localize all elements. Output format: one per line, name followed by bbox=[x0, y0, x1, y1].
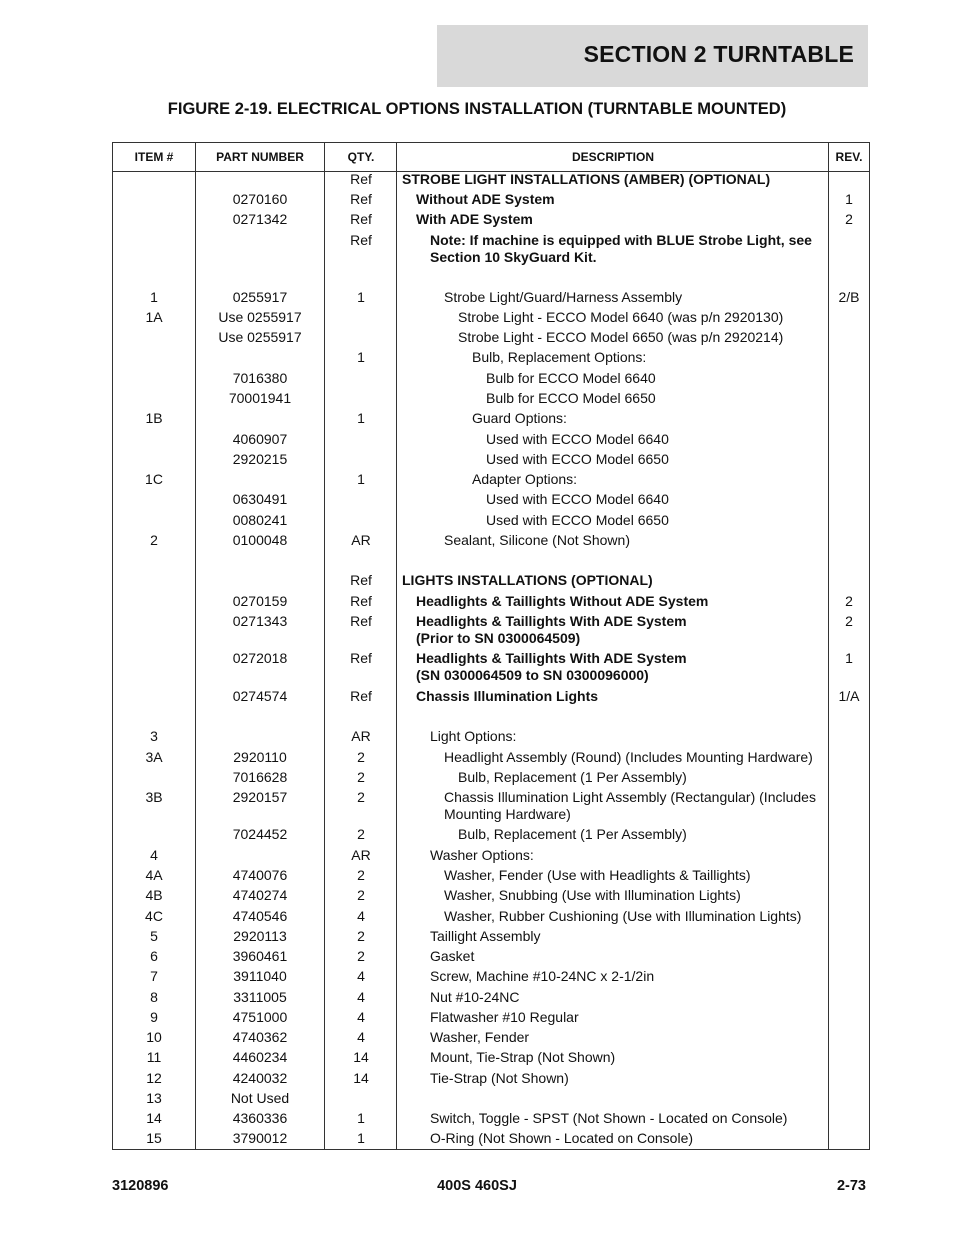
qty-cell: 2 bbox=[357, 789, 365, 805]
description-cell: Chassis Illumination Light Assembly (Rectangular) (Includes Mounting Hardware) bbox=[444, 789, 816, 822]
qty-cell: Ref bbox=[350, 191, 372, 207]
qty-cell: 14 bbox=[353, 1049, 369, 1065]
item-cell: 7 bbox=[150, 968, 158, 984]
qty-cell: 1 bbox=[357, 410, 365, 426]
qty-cell: Ref bbox=[350, 572, 372, 588]
header-description: DESCRIPTION bbox=[571, 150, 654, 164]
figure-title: FIGURE 2-19. ELECTRICAL OPTIONS INSTALLATION (TURNTABLE MOUNTED) bbox=[167, 100, 787, 118]
qty-cell: 2 bbox=[357, 948, 365, 964]
item-cell: 9 bbox=[150, 1009, 158, 1025]
part-number-cell: 3790012 bbox=[232, 1130, 288, 1146]
qty-cell: 4 bbox=[357, 968, 365, 984]
item-cell: 6 bbox=[150, 948, 158, 964]
rev-cell: 1 bbox=[845, 650, 853, 666]
qty-cell: 1 bbox=[357, 289, 365, 305]
description-cell: STROBE LIGHT INSTALLATIONS (AMBER) (OPTIONAL) bbox=[402, 171, 771, 187]
description-cell: Washer Options: bbox=[430, 847, 534, 863]
description-cell: Headlights & Taillights With ADE System (Prior to SN 0300064509) bbox=[416, 613, 687, 646]
part-number-cell: 7016628 bbox=[232, 769, 288, 785]
description-cell: Note: If machine is equipped with BLUE Strobe Light, see Section 10 SkyGuard Kit. bbox=[430, 232, 812, 265]
qty-cell: 4 bbox=[357, 1009, 365, 1025]
header-qty: QTY. bbox=[347, 150, 375, 164]
description-cell: Bulb, Replacement (1 Per Assembly) bbox=[458, 769, 687, 785]
item-cell: 12 bbox=[146, 1070, 162, 1086]
part-number-cell: 0255917 bbox=[232, 289, 288, 305]
description-cell: With ADE System bbox=[416, 211, 533, 227]
description-cell: Without ADE System bbox=[416, 191, 555, 207]
qty-cell: 4 bbox=[357, 908, 365, 924]
part-number-cell: 3311005 bbox=[233, 989, 287, 1005]
header-rev: REV. bbox=[835, 150, 863, 164]
item-cell: 10 bbox=[146, 1029, 162, 1045]
description-cell: Adapter Options: bbox=[472, 471, 578, 487]
description-cell: Used with ECCO Model 6650 bbox=[486, 451, 669, 467]
qty-cell: 2 bbox=[357, 749, 365, 765]
description-cell: Washer, Rubber Cushioning (Use with Illumination Lights) bbox=[444, 908, 802, 924]
item-cell: 13 bbox=[146, 1090, 162, 1106]
part-number-cell: Use 0255917 bbox=[218, 329, 302, 345]
part-number-cell: 3960461 bbox=[232, 948, 288, 964]
item-cell: 3A bbox=[145, 749, 163, 765]
qty-cell: Ref bbox=[350, 688, 372, 704]
qty-cell: 1 bbox=[357, 1130, 365, 1146]
qty-cell: 1 bbox=[357, 471, 365, 487]
header-part-number: PART NUMBER bbox=[216, 150, 304, 164]
description-cell: Bulb, Replacement (1 Per Assembly) bbox=[458, 826, 687, 842]
qty-cell: 2 bbox=[357, 928, 365, 944]
description-cell: Light Options: bbox=[430, 728, 517, 744]
rev-cell: 2 bbox=[845, 211, 853, 227]
description-cell: Strobe Light/Guard/Harness Assembly bbox=[444, 289, 683, 305]
item-cell: 15 bbox=[146, 1130, 162, 1146]
part-number-cell: 4740076 bbox=[232, 867, 288, 883]
part-number-cell: 4240032 bbox=[232, 1070, 288, 1086]
section-banner bbox=[437, 25, 868, 87]
qty-cell: AR bbox=[351, 728, 371, 744]
description-cell: Flatwasher #10 Regular bbox=[430, 1009, 579, 1025]
part-number-cell: 2920110 bbox=[233, 749, 287, 765]
qty-cell: 2 bbox=[357, 887, 365, 903]
description-cell: Screw, Machine #10-24NC x 2-1/2in bbox=[430, 968, 655, 984]
description-cell: Sealant, Silicone (Not Shown) bbox=[444, 532, 630, 548]
qty-cell: 14 bbox=[353, 1070, 369, 1086]
qty-cell: Ref bbox=[350, 232, 372, 248]
description-cell: Tie-Strap (Not Shown) bbox=[430, 1070, 569, 1086]
item-cell: 4A bbox=[145, 867, 163, 883]
section-title: SECTION 2 TURNTABLE bbox=[583, 41, 854, 67]
footer-page-number: 2-73 bbox=[836, 1178, 866, 1194]
item-cell: 4C bbox=[145, 908, 163, 924]
item-cell: 1B bbox=[145, 410, 163, 426]
part-number-cell: 0272018 bbox=[232, 650, 288, 666]
item-cell: 1A bbox=[145, 309, 163, 325]
qty-cell: Ref bbox=[350, 171, 372, 187]
description-cell: Chassis Illumination Lights bbox=[416, 688, 599, 704]
part-number-cell: 0270159 bbox=[232, 593, 288, 609]
description-cell: Bulb for ECCO Model 6650 bbox=[486, 390, 656, 406]
item-cell: 3 bbox=[150, 728, 158, 744]
part-number-cell: 4740362 bbox=[232, 1029, 288, 1045]
qty-cell: 2 bbox=[357, 826, 365, 842]
item-cell: 3B bbox=[145, 789, 163, 805]
qty-cell: Ref bbox=[350, 650, 372, 666]
part-number-cell: 0100048 bbox=[232, 532, 288, 548]
part-number-cell: 3911040 bbox=[233, 968, 287, 984]
description-cell: Headlights & Taillights With ADE System (SN 0300064509 to SN 0300096000) bbox=[416, 650, 687, 683]
part-number-cell: 2920157 bbox=[232, 789, 288, 805]
part-number-cell: 0274574 bbox=[232, 688, 288, 704]
description-cell: Gasket bbox=[430, 948, 475, 964]
rev-cell: 1/A bbox=[838, 688, 860, 704]
description-cell: Strobe Light - ECCO Model 6650 (was p/n 2920214) bbox=[458, 329, 784, 345]
description-cell: O-Ring (Not Shown - Located on Console) bbox=[430, 1130, 694, 1146]
description-cell: Used with ECCO Model 6650 bbox=[486, 512, 669, 528]
qty-cell: 4 bbox=[357, 1029, 365, 1045]
footer-model: 400S 460SJ bbox=[437, 1178, 517, 1194]
qty-cell: Ref bbox=[350, 613, 372, 629]
item-cell: 1C bbox=[145, 471, 163, 487]
description-cell: Headlight Assembly (Round) (Includes Mounting Hardware) bbox=[444, 749, 813, 765]
description-cell: Guard Options: bbox=[472, 410, 567, 426]
rev-cell: 2 bbox=[845, 593, 853, 609]
description-cell: Used with ECCO Model 6640 bbox=[486, 491, 669, 507]
description-cell: Mount, Tie-Strap (Not Shown) bbox=[430, 1049, 616, 1065]
qty-cell: Ref bbox=[350, 211, 372, 227]
description-cell: Washer, Snubbing (Use with Illumination Lights) bbox=[444, 887, 741, 903]
table-header bbox=[113, 143, 869, 172]
description-cell: Bulb, Replacement Options: bbox=[472, 349, 647, 365]
item-cell: 2 bbox=[150, 532, 158, 548]
rev-cell: 2 bbox=[845, 613, 853, 629]
part-number-cell: 0080241 bbox=[232, 512, 288, 528]
qty-cell: 1 bbox=[357, 349, 365, 365]
part-number-cell: 4060907 bbox=[232, 431, 288, 447]
description-cell: Used with ECCO Model 6640 bbox=[486, 431, 669, 447]
description-cell: Switch, Toggle - SPST (Not Shown - Located on Console) bbox=[430, 1110, 788, 1126]
item-cell: 8 bbox=[150, 989, 158, 1005]
description-cell: Washer, Fender (Use with Headlights & Taillights) bbox=[444, 867, 751, 883]
description-cell: LIGHTS INSTALLATIONS (OPTIONAL) bbox=[402, 572, 653, 588]
item-cell: 14 bbox=[146, 1110, 162, 1126]
part-number-cell: 2920215 bbox=[232, 451, 288, 467]
part-number-cell: 0271343 bbox=[232, 613, 288, 629]
item-cell: 11 bbox=[146, 1049, 162, 1065]
description-cell: Bulb for ECCO Model 6640 bbox=[486, 370, 656, 386]
part-number-cell: 7024452 bbox=[232, 826, 288, 842]
qty-cell: 1 bbox=[357, 1110, 365, 1126]
description-cell: Strobe Light - ECCO Model 6640 (was p/n 2920130) bbox=[458, 309, 784, 325]
part-number-cell: 4751000 bbox=[232, 1009, 288, 1025]
part-number-cell: 4460234 bbox=[232, 1049, 288, 1065]
item-cell: 1 bbox=[150, 289, 158, 305]
item-cell: 5 bbox=[150, 928, 158, 944]
qty-cell: AR bbox=[351, 532, 371, 548]
part-number-cell: Not Used bbox=[230, 1090, 290, 1106]
part-number-cell: 70001941 bbox=[228, 390, 292, 406]
part-number-cell: 7016380 bbox=[232, 370, 288, 386]
qty-cell: 2 bbox=[357, 867, 365, 883]
parts-table bbox=[112, 142, 870, 1150]
part-number-cell: 0271342 bbox=[232, 211, 288, 227]
rev-cell: 2/B bbox=[838, 289, 860, 305]
part-number-cell: 4740274 bbox=[232, 887, 288, 903]
description-cell: Headlights & Taillights Without ADE System bbox=[416, 593, 709, 609]
part-number-cell: 4740546 bbox=[232, 908, 288, 924]
rev-cell: 1 bbox=[845, 191, 853, 207]
item-cell: 4 bbox=[150, 847, 158, 863]
header-item: ITEM # bbox=[134, 150, 174, 164]
item-cell: 4B bbox=[145, 887, 163, 903]
part-number-cell: Use 0255917 bbox=[218, 309, 302, 325]
qty-cell: Ref bbox=[350, 593, 372, 609]
part-number-cell: 0270160 bbox=[232, 191, 288, 207]
description-cell: Washer, Fender bbox=[430, 1029, 530, 1045]
qty-cell: AR bbox=[351, 847, 371, 863]
part-number-cell: 4360336 bbox=[232, 1110, 288, 1126]
part-number-cell: 0630491 bbox=[232, 491, 288, 507]
qty-cell: 2 bbox=[357, 769, 365, 785]
part-number-cell: 2920113 bbox=[233, 928, 287, 944]
description-cell: Nut #10-24NC bbox=[430, 989, 520, 1005]
footer-doc-number: 3120896 bbox=[112, 1178, 169, 1194]
description-cell: Taillight Assembly bbox=[430, 928, 541, 944]
qty-cell: 4 bbox=[357, 989, 365, 1005]
